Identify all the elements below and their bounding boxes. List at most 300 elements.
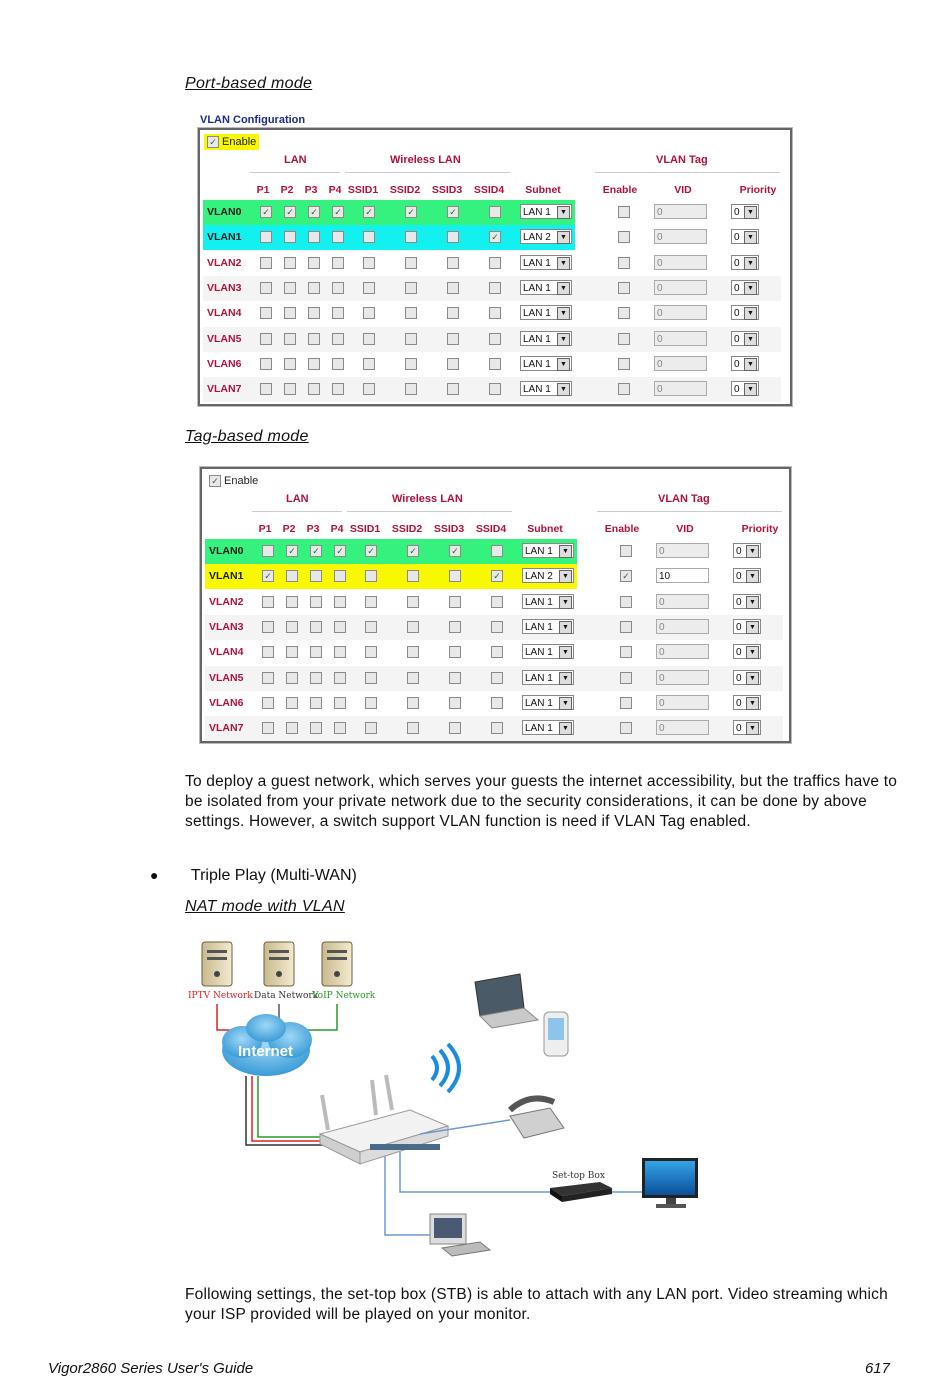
checkbox-unchecked-icon[interactable] bbox=[407, 722, 419, 734]
column-group-wlan: Wireless LAN bbox=[392, 493, 463, 505]
checkbox-unchecked-icon[interactable] bbox=[334, 646, 346, 658]
priority-select[interactable] bbox=[731, 356, 759, 371]
checkbox-unchecked-icon[interactable] bbox=[365, 646, 377, 658]
priority-value: 0 bbox=[734, 333, 740, 345]
vlan-row bbox=[203, 276, 781, 301]
dropdown-arrow-icon[interactable]: ▼ bbox=[746, 672, 759, 685]
subnet-select[interactable] bbox=[520, 381, 572, 396]
checkbox-unchecked-icon[interactable] bbox=[363, 307, 375, 319]
checkbox-unchecked-icon[interactable] bbox=[489, 257, 501, 269]
column-group-wlan: Wireless LAN bbox=[390, 154, 461, 166]
dropdown-arrow-icon[interactable]: ▼ bbox=[557, 358, 570, 371]
checkbox-unchecked-icon[interactable] bbox=[332, 282, 344, 294]
dropdown-arrow-icon[interactable]: ▼ bbox=[559, 722, 572, 735]
priority-select[interactable] bbox=[733, 619, 761, 634]
caption-nat-mode: NAT mode with VLAN bbox=[185, 898, 345, 915]
checkbox-unchecked-icon[interactable] bbox=[308, 307, 320, 319]
subnet-select[interactable] bbox=[520, 280, 572, 295]
checkbox-unchecked-icon[interactable] bbox=[334, 697, 346, 709]
dropdown-arrow-icon[interactable]: ▼ bbox=[744, 333, 757, 346]
checkbox-unchecked-icon[interactable] bbox=[260, 307, 272, 319]
checkbox-checked-icon[interactable]: ✓ bbox=[286, 545, 298, 557]
checkbox-unchecked-icon[interactable] bbox=[308, 333, 320, 345]
priority-value: 0 bbox=[736, 647, 742, 659]
checkbox-unchecked-icon[interactable] bbox=[365, 697, 377, 709]
subnet-value: LAN 1 bbox=[523, 384, 551, 396]
checkbox-unchecked-icon[interactable] bbox=[260, 358, 272, 370]
checkbox-unchecked-icon[interactable] bbox=[284, 231, 296, 243]
checkbox-unchecked-icon[interactable] bbox=[363, 383, 375, 395]
checkbox-unchecked-icon[interactable] bbox=[260, 282, 272, 294]
checkbox-unchecked-icon[interactable] bbox=[308, 257, 320, 269]
checkbox-unchecked-icon[interactable] bbox=[365, 570, 377, 582]
checkbox-unchecked-icon[interactable] bbox=[405, 307, 417, 319]
caption-tag-based: Tag-based mode bbox=[185, 428, 309, 445]
column-header: VID bbox=[674, 184, 692, 196]
vlan-row bbox=[203, 327, 781, 352]
column-group-lan: LAN bbox=[284, 154, 307, 166]
dropdown-arrow-icon[interactable]: ▼ bbox=[746, 722, 759, 735]
checkbox-unchecked-icon[interactable] bbox=[447, 231, 459, 243]
column-group-vlan-tag: VLAN Tag bbox=[658, 493, 710, 505]
column-header: Priority bbox=[741, 523, 779, 535]
priority-select[interactable] bbox=[733, 695, 761, 710]
checkbox-checked-icon[interactable]: ✓ bbox=[407, 545, 419, 557]
subnet-select[interactable] bbox=[522, 543, 574, 558]
checkbox-unchecked-icon[interactable] bbox=[284, 358, 296, 370]
server-icon bbox=[202, 942, 232, 986]
checkbox-checked-icon[interactable]: ✓ bbox=[209, 475, 221, 487]
vlan-name: VLAN0 bbox=[207, 206, 242, 218]
checkbox-unchecked-icon[interactable] bbox=[310, 722, 322, 734]
checkbox-unchecked-icon[interactable] bbox=[449, 621, 461, 633]
triple-play-diagram bbox=[180, 930, 720, 1275]
column-header: P1 bbox=[256, 184, 270, 196]
checkbox-unchecked-icon[interactable] bbox=[449, 596, 461, 608]
checkbox-unchecked-icon[interactable] bbox=[284, 307, 296, 319]
checkbox-checked-icon[interactable]: ✓ bbox=[365, 545, 377, 557]
checkbox-unchecked-icon[interactable] bbox=[489, 383, 501, 395]
checkbox-unchecked-icon[interactable] bbox=[286, 596, 298, 608]
vlan-name: VLAN2 bbox=[207, 256, 242, 269]
vlan-row bbox=[205, 539, 756, 564]
column-header: SSID4 bbox=[475, 523, 507, 535]
dropdown-arrow-icon[interactable]: ▼ bbox=[559, 570, 572, 583]
checkbox-unchecked-icon[interactable] bbox=[449, 722, 461, 734]
checkbox-unchecked-icon[interactable] bbox=[491, 697, 503, 709]
vid-input[interactable]: 0 bbox=[654, 204, 707, 219]
checkbox-unchecked-icon[interactable] bbox=[334, 722, 346, 734]
checkbox-unchecked-icon[interactable] bbox=[363, 358, 375, 370]
vlan-name: VLAN5 bbox=[209, 671, 244, 684]
phone-icon bbox=[510, 1098, 564, 1138]
dropdown-arrow-icon[interactable]: ▼ bbox=[557, 307, 570, 320]
checkbox-unchecked-icon[interactable] bbox=[491, 672, 503, 684]
checkbox-unchecked-icon[interactable] bbox=[262, 672, 274, 684]
checkbox-unchecked-icon[interactable] bbox=[447, 257, 459, 269]
vlan-row bbox=[205, 716, 783, 741]
dropdown-arrow-icon[interactable]: ▼ bbox=[744, 206, 757, 219]
priority-select[interactable] bbox=[733, 670, 761, 685]
checkbox-unchecked-icon[interactable] bbox=[489, 333, 501, 345]
checkbox-unchecked-icon[interactable] bbox=[618, 257, 630, 269]
checkbox-unchecked-icon[interactable] bbox=[405, 282, 417, 294]
handheld-icon bbox=[544, 1012, 568, 1056]
dropdown-arrow-icon[interactable]: ▼ bbox=[559, 596, 572, 609]
vlan-name: VLAN0 bbox=[209, 545, 244, 557]
checkbox-unchecked-icon[interactable] bbox=[491, 596, 503, 608]
subnet-select[interactable] bbox=[520, 331, 572, 346]
checkbox-unchecked-icon[interactable] bbox=[407, 646, 419, 658]
subnet-value: LAN 2 bbox=[523, 232, 551, 244]
dropdown-arrow-icon[interactable]: ▼ bbox=[559, 672, 572, 685]
checkbox-unchecked-icon[interactable] bbox=[489, 307, 501, 319]
dropdown-arrow-icon[interactable]: ▼ bbox=[744, 307, 757, 320]
priority-value: 0 bbox=[734, 257, 740, 269]
dropdown-arrow-icon[interactable]: ▼ bbox=[559, 621, 572, 634]
dropdown-arrow-icon[interactable]: ▼ bbox=[744, 282, 757, 295]
wireless-icon bbox=[432, 1044, 459, 1092]
priority-select[interactable] bbox=[733, 543, 761, 558]
checkbox-unchecked-icon[interactable] bbox=[310, 672, 322, 684]
checkbox-unchecked-icon[interactable] bbox=[620, 545, 632, 557]
subnet-select[interactable] bbox=[520, 356, 572, 371]
vid-input[interactable]: 0 bbox=[656, 670, 709, 685]
group-divider bbox=[345, 172, 510, 173]
checkbox-unchecked-icon[interactable] bbox=[262, 596, 274, 608]
vid-input[interactable]: 0 bbox=[656, 543, 709, 558]
priority-select[interactable] bbox=[733, 644, 761, 659]
dropdown-arrow-icon[interactable]: ▼ bbox=[744, 231, 757, 244]
checkbox-unchecked-icon[interactable] bbox=[620, 722, 632, 734]
checkbox-checked-icon[interactable]: ✓ bbox=[308, 206, 320, 218]
checkbox-unchecked-icon[interactable] bbox=[363, 231, 375, 243]
priority-select[interactable] bbox=[731, 280, 759, 295]
checkbox-unchecked-icon[interactable] bbox=[284, 333, 296, 345]
dropdown-arrow-icon[interactable]: ▼ bbox=[557, 257, 570, 270]
checkbox-unchecked-icon[interactable] bbox=[363, 282, 375, 294]
checkbox-unchecked-icon[interactable] bbox=[262, 545, 274, 557]
checkbox-unchecked-icon[interactable] bbox=[332, 358, 344, 370]
checkbox-unchecked-icon[interactable] bbox=[262, 621, 274, 633]
vid-input[interactable]: 0 bbox=[654, 229, 707, 244]
server-icon bbox=[322, 942, 352, 986]
subnet-select[interactable] bbox=[522, 670, 574, 685]
checkbox-checked-icon[interactable]: ✓ bbox=[449, 545, 461, 557]
vlan-row bbox=[203, 377, 781, 402]
checkbox-unchecked-icon[interactable] bbox=[308, 383, 320, 395]
bullet-dot-icon: ● bbox=[150, 867, 159, 883]
checkbox-unchecked-icon[interactable] bbox=[620, 646, 632, 658]
dropdown-arrow-icon[interactable]: ▼ bbox=[746, 646, 759, 659]
checkbox-unchecked-icon[interactable] bbox=[310, 570, 322, 582]
vlan-enable-checkbox[interactable] bbox=[206, 473, 261, 489]
checkbox-unchecked-icon[interactable] bbox=[332, 307, 344, 319]
subnet-select[interactable] bbox=[522, 594, 574, 609]
vid-input[interactable]: 0 bbox=[654, 381, 707, 396]
column-header: SSID3 bbox=[431, 184, 463, 196]
vlan-row bbox=[205, 590, 783, 615]
subnet-value: LAN 1 bbox=[523, 358, 551, 370]
checkbox-unchecked-icon[interactable] bbox=[618, 282, 630, 294]
subnet-value: LAN 1 bbox=[525, 697, 553, 709]
checkbox-unchecked-icon[interactable] bbox=[405, 333, 417, 345]
checkbox-unchecked-icon[interactable] bbox=[447, 333, 459, 345]
checkbox-unchecked-icon[interactable] bbox=[491, 722, 503, 734]
dropdown-arrow-icon[interactable]: ▼ bbox=[557, 282, 570, 295]
subnet-select[interactable] bbox=[520, 305, 572, 320]
subnet-value: LAN 1 bbox=[523, 257, 551, 269]
checkbox-unchecked-icon[interactable] bbox=[618, 231, 630, 243]
dropdown-arrow-icon[interactable]: ▼ bbox=[557, 383, 570, 396]
subnet-select[interactable] bbox=[522, 695, 574, 710]
checkbox-unchecked-icon[interactable] bbox=[407, 621, 419, 633]
checkbox-unchecked-icon[interactable] bbox=[332, 231, 344, 243]
checkbox-checked-icon[interactable]: ✓ bbox=[260, 206, 272, 218]
checkbox-unchecked-icon[interactable] bbox=[449, 697, 461, 709]
checkbox-unchecked-icon[interactable] bbox=[262, 697, 274, 709]
vid-input[interactable]: 0 bbox=[654, 331, 707, 346]
checkbox-checked-icon[interactable]: ✓ bbox=[405, 206, 417, 218]
checkbox-unchecked-icon[interactable] bbox=[284, 383, 296, 395]
vlan-row bbox=[203, 352, 781, 377]
checkbox-unchecked-icon[interactable] bbox=[618, 358, 630, 370]
subnet-select[interactable] bbox=[522, 720, 574, 735]
checkbox-unchecked-icon[interactable] bbox=[405, 257, 417, 269]
dropdown-arrow-icon[interactable]: ▼ bbox=[744, 257, 757, 270]
group-divider bbox=[595, 172, 780, 173]
checkbox-unchecked-icon[interactable] bbox=[618, 383, 630, 395]
dropdown-arrow-icon[interactable]: ▼ bbox=[744, 358, 757, 371]
vlan-row bbox=[203, 301, 781, 326]
checkbox-unchecked-icon[interactable] bbox=[489, 206, 501, 218]
subnet-value: LAN 2 bbox=[525, 571, 553, 583]
checkbox-unchecked-icon[interactable] bbox=[449, 570, 461, 582]
checkbox-unchecked-icon[interactable] bbox=[310, 621, 322, 633]
checkbox-checked-icon[interactable]: ✓ bbox=[262, 570, 274, 582]
checkbox-checked-icon[interactable]: ✓ bbox=[447, 206, 459, 218]
checkbox-unchecked-icon[interactable] bbox=[365, 621, 377, 633]
paragraph-stb: Following settings, the set-top box (STB) is able to attach with any LAN port. Video streaming which your ISP provided will be played on your monitor. bbox=[185, 1286, 888, 1323]
vlan-row bbox=[205, 564, 756, 589]
checkbox-unchecked-icon[interactable] bbox=[405, 383, 417, 395]
subnet-select[interactable] bbox=[522, 568, 574, 583]
dropdown-arrow-icon[interactable]: ▼ bbox=[559, 697, 572, 710]
vlan-name: VLAN1 bbox=[209, 570, 244, 583]
column-header: SSID4 bbox=[473, 184, 505, 196]
checkbox-unchecked-icon[interactable] bbox=[491, 621, 503, 633]
dropdown-arrow-icon[interactable]: ▼ bbox=[746, 621, 759, 634]
checkbox-unchecked-icon[interactable] bbox=[447, 307, 459, 319]
vlan-name: VLAN6 bbox=[207, 357, 242, 370]
checkbox-unchecked-icon[interactable] bbox=[365, 722, 377, 734]
priority-select[interactable] bbox=[731, 255, 759, 270]
checkbox-unchecked-icon[interactable] bbox=[620, 621, 632, 633]
checkbox-unchecked-icon[interactable] bbox=[407, 697, 419, 709]
subnet-select[interactable] bbox=[520, 229, 572, 244]
checkbox-unchecked-icon[interactable] bbox=[262, 646, 274, 658]
checkbox-checked-icon[interactable]: ✓ bbox=[620, 570, 632, 582]
vid-input[interactable]: 0 bbox=[654, 255, 707, 270]
column-header: SSID2 bbox=[391, 523, 423, 535]
checkbox-unchecked-icon[interactable] bbox=[489, 358, 501, 370]
checkbox-unchecked-icon[interactable] bbox=[407, 672, 419, 684]
priority-select[interactable] bbox=[731, 381, 759, 396]
checkbox-unchecked-icon[interactable] bbox=[447, 358, 459, 370]
checkbox-unchecked-icon[interactable] bbox=[332, 257, 344, 269]
dropdown-arrow-icon[interactable]: ▼ bbox=[746, 570, 759, 583]
checkbox-unchecked-icon[interactable] bbox=[447, 282, 459, 294]
column-header: Subnet bbox=[527, 523, 563, 535]
column-header: Enable bbox=[604, 523, 640, 535]
dropdown-arrow-icon[interactable]: ▼ bbox=[746, 545, 759, 558]
voip-label: VoIP Network bbox=[312, 991, 376, 1001]
checkbox-checked-icon[interactable]: ✓ bbox=[207, 136, 219, 148]
checkbox-unchecked-icon[interactable] bbox=[286, 672, 298, 684]
priority-select[interactable] bbox=[731, 204, 759, 219]
column-header: Subnet bbox=[525, 184, 561, 196]
vid-input[interactable]: 0 bbox=[654, 305, 707, 320]
vid-input[interactable]: 0 bbox=[656, 619, 709, 634]
column-header: SSID3 bbox=[433, 523, 465, 535]
checkbox-unchecked-icon[interactable] bbox=[286, 722, 298, 734]
vid-input[interactable]: 0 bbox=[656, 644, 709, 659]
checkbox-checked-icon[interactable]: ✓ bbox=[489, 231, 501, 243]
vlan-table-port-based bbox=[198, 128, 792, 406]
vlan-name: VLAN4 bbox=[207, 307, 242, 320]
subnet-select[interactable] bbox=[522, 644, 574, 659]
checkbox-unchecked-icon[interactable] bbox=[310, 697, 322, 709]
checkbox-unchecked-icon[interactable] bbox=[620, 697, 632, 709]
checkbox-unchecked-icon[interactable] bbox=[449, 646, 461, 658]
column-header: P3 bbox=[304, 184, 318, 196]
dropdown-arrow-icon[interactable]: ▼ bbox=[559, 646, 572, 659]
checkbox-unchecked-icon[interactable] bbox=[308, 358, 320, 370]
checkbox-unchecked-icon[interactable] bbox=[449, 672, 461, 684]
checkbox-unchecked-icon[interactable] bbox=[365, 672, 377, 684]
checkbox-unchecked-icon[interactable] bbox=[260, 231, 272, 243]
checkbox-unchecked-icon[interactable] bbox=[363, 257, 375, 269]
dropdown-arrow-icon[interactable]: ▼ bbox=[559, 545, 572, 558]
checkbox-unchecked-icon[interactable] bbox=[286, 646, 298, 658]
vlan-row bbox=[205, 615, 783, 640]
checkbox-unchecked-icon[interactable] bbox=[334, 596, 346, 608]
checkbox-unchecked-icon[interactable] bbox=[405, 358, 417, 370]
checkbox-unchecked-icon[interactable] bbox=[447, 383, 459, 395]
vid-input[interactable]: 0 bbox=[654, 356, 707, 371]
checkbox-unchecked-icon[interactable] bbox=[260, 383, 272, 395]
subnet-select[interactable] bbox=[520, 255, 572, 270]
checkbox-unchecked-icon[interactable] bbox=[334, 570, 346, 582]
dropdown-arrow-icon[interactable]: ▼ bbox=[557, 206, 570, 219]
column-header: P4 bbox=[330, 523, 344, 535]
vid-input[interactable]: 0 bbox=[656, 720, 709, 735]
column-header: P4 bbox=[328, 184, 342, 196]
dropdown-arrow-icon[interactable]: ▼ bbox=[746, 596, 759, 609]
checkbox-unchecked-icon[interactable] bbox=[308, 231, 320, 243]
dropdown-arrow-icon[interactable]: ▼ bbox=[744, 383, 757, 396]
group-divider bbox=[250, 172, 340, 173]
vlan-row bbox=[205, 666, 783, 691]
checkbox-unchecked-icon[interactable] bbox=[620, 596, 632, 608]
paragraph-guest-network: To deploy a guest network, which serves your guests the internet accessibility, but the traffics have to be isolated from your private network due to the security considerations, it can be done by above settings. However, a switch support VLAN function is need if VLAN Tag enabled. bbox=[185, 773, 898, 830]
checkbox-unchecked-icon[interactable] bbox=[260, 333, 272, 345]
column-header: Enable bbox=[602, 184, 638, 196]
priority-select[interactable] bbox=[733, 568, 761, 583]
checkbox-unchecked-icon[interactable] bbox=[491, 646, 503, 658]
checkbox-unchecked-icon[interactable] bbox=[405, 231, 417, 243]
checkbox-unchecked-icon[interactable] bbox=[618, 206, 630, 218]
checkbox-checked-icon[interactable]: ✓ bbox=[284, 206, 296, 218]
priority-value: 0 bbox=[736, 546, 742, 557]
subnet-select[interactable] bbox=[520, 204, 572, 219]
checkbox-checked-icon[interactable]: ✓ bbox=[491, 570, 503, 582]
checkbox-checked-icon[interactable]: ✓ bbox=[310, 545, 322, 557]
checkbox-unchecked-icon[interactable] bbox=[310, 596, 322, 608]
checkbox-unchecked-icon[interactable] bbox=[365, 596, 377, 608]
checkbox-unchecked-icon[interactable] bbox=[618, 307, 630, 319]
set-top-box-icon bbox=[550, 1182, 612, 1202]
checkbox-unchecked-icon[interactable] bbox=[407, 570, 419, 582]
priority-value: 0 bbox=[734, 308, 740, 320]
subnet-select[interactable] bbox=[522, 619, 574, 634]
checkbox-checked-icon[interactable]: ✓ bbox=[363, 206, 375, 218]
checkbox-unchecked-icon[interactable] bbox=[334, 672, 346, 684]
vid-input[interactable]: 0 bbox=[654, 280, 707, 295]
checkbox-unchecked-icon[interactable] bbox=[310, 646, 322, 658]
bullet-text: Triple Play (Multi-WAN) bbox=[190, 867, 357, 884]
server-icon bbox=[264, 942, 294, 986]
vlan-enable-checkbox[interactable] bbox=[204, 134, 259, 150]
checkbox-unchecked-icon[interactable] bbox=[286, 570, 298, 582]
checkbox-unchecked-icon[interactable] bbox=[363, 333, 375, 345]
checkbox-unchecked-icon[interactable] bbox=[620, 672, 632, 684]
checkbox-unchecked-icon[interactable] bbox=[332, 383, 344, 395]
checkbox-unchecked-icon[interactable] bbox=[332, 333, 344, 345]
dropdown-arrow-icon[interactable]: ▼ bbox=[557, 333, 570, 346]
checkbox-unchecked-icon[interactable] bbox=[407, 596, 419, 608]
checkbox-unchecked-icon[interactable] bbox=[491, 545, 503, 557]
checkbox-unchecked-icon[interactable] bbox=[284, 257, 296, 269]
checkbox-unchecked-icon[interactable] bbox=[284, 282, 296, 294]
checkbox-unchecked-icon[interactable] bbox=[286, 697, 298, 709]
checkbox-unchecked-icon[interactable] bbox=[618, 333, 630, 345]
subnet-value: LAN 1 bbox=[525, 596, 553, 608]
vlan-name: VLAN7 bbox=[209, 722, 244, 735]
dropdown-arrow-icon[interactable]: ▼ bbox=[557, 231, 570, 244]
checkbox-checked-icon[interactable]: ✓ bbox=[334, 545, 346, 557]
checkbox-unchecked-icon[interactable] bbox=[308, 282, 320, 294]
priority-select[interactable] bbox=[733, 720, 761, 735]
priority-select[interactable] bbox=[731, 229, 759, 244]
checkbox-unchecked-icon[interactable] bbox=[334, 621, 346, 633]
priority-value: 0 bbox=[736, 596, 742, 608]
dropdown-arrow-icon[interactable]: ▼ bbox=[746, 697, 759, 710]
vid-input[interactable]: 0 bbox=[656, 594, 709, 609]
checkbox-unchecked-icon[interactable] bbox=[489, 282, 501, 294]
priority-select[interactable] bbox=[733, 594, 761, 609]
checkbox-unchecked-icon[interactable] bbox=[262, 722, 274, 734]
internet-label: Internet bbox=[238, 1043, 294, 1060]
column-header: SSID1 bbox=[349, 523, 381, 535]
vid-input[interactable]: 10 bbox=[656, 568, 709, 583]
checkbox-unchecked-icon[interactable] bbox=[286, 621, 298, 633]
priority-select[interactable] bbox=[731, 331, 759, 346]
vid-input[interactable]: 0 bbox=[656, 695, 709, 710]
checkbox-checked-icon[interactable]: ✓ bbox=[332, 206, 344, 218]
priority-select[interactable] bbox=[731, 305, 759, 320]
checkbox-unchecked-icon[interactable] bbox=[260, 257, 272, 269]
